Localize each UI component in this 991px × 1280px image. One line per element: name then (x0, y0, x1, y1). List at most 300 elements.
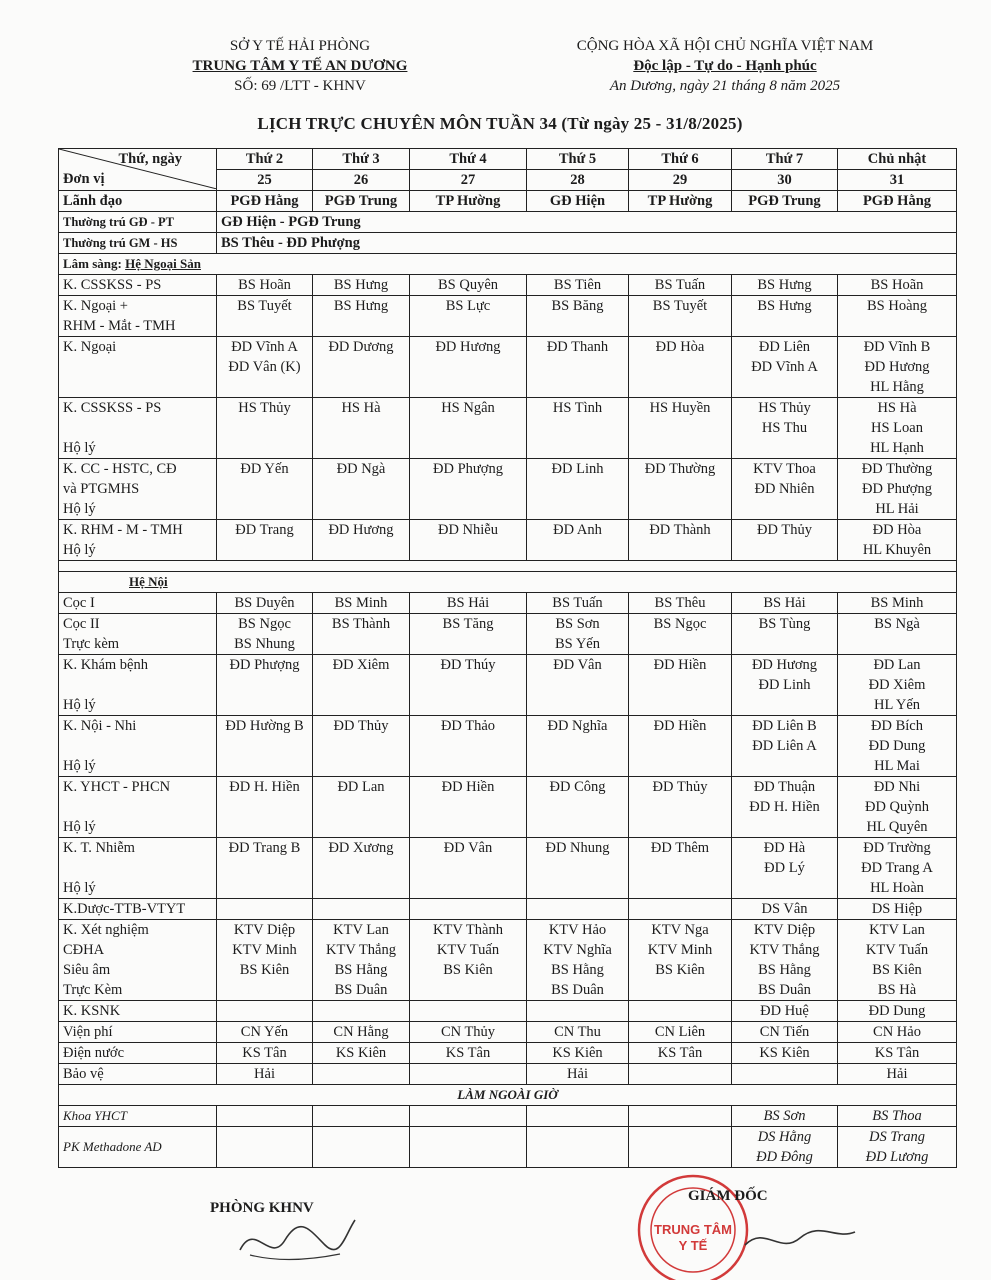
place-date: An Dương, ngày 21 tháng 8 năm 2025 (609, 78, 841, 94)
date-header (313, 170, 410, 191)
overtime-cell-line: ĐD Đông (756, 1149, 813, 1165)
overtime-cell (313, 1106, 410, 1127)
internal-row (59, 593, 957, 614)
duty-cell (629, 1043, 732, 1064)
duty-cell-line: KTV Lan (333, 922, 389, 938)
duty-cell-line: HS Loan (871, 420, 923, 436)
unit-label-line: K. Xét nghiệm (63, 922, 149, 938)
unit-label-line: K. CSSKSS - PS (63, 277, 162, 293)
duty-cell-line: BS Hưng (757, 277, 812, 293)
duty-cell-line (633, 1001, 727, 1021)
duty-cell (838, 614, 957, 655)
overtime-cell-line (531, 1106, 624, 1126)
surgery-row (59, 520, 957, 561)
duty-cell-line: KTV Tuấn (436, 942, 500, 958)
overtime-cell (527, 1106, 629, 1127)
leader-cell (629, 191, 732, 212)
unit-label-line: Viện phí (63, 1024, 113, 1040)
duty-cell (629, 614, 732, 655)
duty-cell (217, 716, 313, 777)
duty-cell (410, 614, 527, 655)
duty-cell-line: ĐD Xương (328, 840, 394, 856)
duty-cell-line: BS Tùng (758, 616, 811, 632)
duty-cell-line: ĐD Thường (644, 461, 716, 477)
duty-cell-line: ĐD Trường (863, 840, 931, 856)
duty-cell-line: DS Hiệp (871, 901, 923, 917)
overtime-cell-line: BS Thoa (872, 1108, 922, 1124)
resident-director-row-label-line: Thường trú GĐ - PT (63, 215, 174, 229)
duty-cell (838, 899, 957, 920)
duty-cell-line: CN Liên (654, 1024, 706, 1040)
duty-cell-line: ĐD Thuận (753, 779, 816, 795)
duty-cell (527, 1001, 629, 1022)
duty-cell-line: CN Thủy (440, 1024, 496, 1040)
duty-cell-line: BS Duân (334, 982, 388, 998)
section-name: Hệ Ngoại Sản (125, 256, 201, 271)
duty-cell-line: BS Hằng (551, 962, 604, 978)
date-header (410, 170, 527, 191)
internal-row (59, 777, 957, 838)
section-surgery-cell (59, 254, 957, 275)
unit-label (59, 296, 217, 337)
duty-cell (629, 1001, 732, 1022)
center-name: TRUNG TÂM Y TẾ AN DƯƠNG (192, 58, 408, 74)
overtime-cell (527, 1127, 629, 1168)
country-name: CỘNG HÒA XÃ HỘI CHỦ NGHĨA VIỆT NAM (576, 38, 874, 54)
duty-cell-line: ĐD Ngà (336, 461, 386, 477)
duty-cell (732, 1043, 838, 1064)
duty-cell-line: Hải (254, 1066, 275, 1082)
duty-cell (410, 459, 527, 520)
date-header-line: 30 (777, 172, 792, 188)
duty-cell (838, 275, 957, 296)
unit-label-line: Cọc II (63, 616, 100, 632)
duty-cell-line (736, 1064, 833, 1084)
leaders-label (59, 191, 217, 212)
unit-label-line: Siêu âm (63, 962, 111, 978)
internal-row (59, 1001, 957, 1022)
duty-cell-line: HS Thu (761, 420, 808, 436)
duty-cell (732, 337, 838, 398)
unit-label (59, 777, 217, 838)
duty-cell (838, 920, 957, 1001)
duty-cell-line (531, 899, 624, 919)
unit-label (59, 716, 217, 777)
overtime-cell-line: DS Trang (868, 1129, 925, 1145)
date-header (629, 170, 732, 191)
leader-cell-line: PGĐ Trung (748, 193, 821, 209)
duty-cell (313, 838, 410, 899)
duty-cell-line: ĐD Trang (235, 522, 294, 538)
duty-cell (629, 655, 732, 716)
duty-cell-line: HL Hằng (870, 379, 924, 395)
duty-cell-line (633, 899, 727, 919)
duty-cell-line: ĐD Huệ (760, 1003, 809, 1019)
duty-cell-line: BS Ngọc (238, 616, 291, 632)
duty-cell (527, 593, 629, 614)
surgery-row (59, 337, 957, 398)
duty-cell (732, 296, 838, 337)
duty-cell (313, 614, 410, 655)
duty-cell (313, 1043, 410, 1064)
resident-anesthesia-row (59, 233, 957, 254)
duty-cell (527, 777, 629, 838)
duty-cell-line: ĐD Vân (553, 657, 602, 673)
overtime-cell-line: DS Hằng (757, 1129, 812, 1145)
duty-cell-line: BS Hải (446, 595, 490, 611)
internal-row (59, 899, 957, 920)
day-header (410, 149, 527, 170)
duty-cell-line: ĐD Dung (868, 738, 926, 754)
day-header (838, 149, 957, 170)
duty-cell (527, 1022, 629, 1043)
unit-label (59, 655, 217, 716)
date-header (838, 170, 957, 191)
duty-cell-line: ĐD Anh (553, 522, 602, 538)
duty-cell-line: ĐD Xiêm (868, 677, 926, 693)
duty-cell (838, 520, 957, 561)
resident-director-row (59, 212, 957, 233)
duty-cell (217, 1022, 313, 1043)
svg-text:Y TẾ: Y TẾ (678, 1238, 708, 1253)
schedule-table (58, 148, 957, 1168)
duty-cell (629, 920, 732, 1001)
duty-cell (410, 593, 527, 614)
duty-cell-line: ĐD Vĩnh A (751, 359, 818, 375)
duty-cell-line: KTV Minh (647, 942, 713, 958)
internal-row (59, 716, 957, 777)
overtime-cell-line: BS Sơn (763, 1108, 806, 1124)
duty-cell (410, 655, 527, 716)
day-header-line: Thứ 4 (449, 151, 487, 167)
duty-cell-line: ĐD Công (549, 779, 606, 795)
day-header (313, 149, 410, 170)
duty-cell-line: ĐD H. Hiền (229, 779, 300, 795)
svg-text:TRUNG TÂM: TRUNG TÂM (654, 1222, 732, 1237)
overtime-cell (217, 1127, 313, 1168)
duty-cell (410, 296, 527, 337)
duty-cell (313, 296, 410, 337)
duty-cell (629, 296, 732, 337)
duty-cell (217, 838, 313, 899)
overtime-title-row (59, 1085, 957, 1106)
unit-label (59, 899, 217, 920)
duty-cell (838, 593, 957, 614)
duty-cell-line: HL Mai (874, 758, 920, 774)
duty-cell-line: CN Tiến (759, 1024, 810, 1040)
duty-cell (410, 838, 527, 899)
signature-right (740, 1220, 860, 1260)
day-header (732, 149, 838, 170)
overtime-cell-line (414, 1127, 522, 1147)
day-header (527, 149, 629, 170)
duty-cell (410, 337, 527, 398)
duty-cell-line: BS Tuấn (654, 277, 706, 293)
duty-cell (732, 920, 838, 1001)
duty-cell-line: HS Ngân (441, 400, 495, 416)
duty-cell-line: BS Duyên (234, 595, 295, 611)
duty-cell-line: BS Hưng (333, 298, 389, 314)
unit-label-line: và PTGMHS (63, 481, 140, 497)
duty-cell (629, 520, 732, 561)
duty-cell-line: ĐD Nghĩa (547, 718, 608, 734)
duty-cell (527, 1043, 629, 1064)
unit-label-line: Hộ lý (63, 542, 96, 558)
unit-label-line: K. Ngoại + (63, 298, 128, 314)
unit-label-line: Hộ lý (63, 697, 96, 713)
duty-cell-line (414, 1064, 522, 1084)
duty-cell (838, 1022, 957, 1043)
duty-cell (629, 1064, 732, 1085)
duty-cell (838, 655, 957, 716)
duty-cell-line: BS Nhung (234, 636, 295, 652)
duty-cell-line: KTV Diệp (753, 922, 816, 938)
duty-cell (838, 459, 957, 520)
overtime-cell-line: ĐD Lương (865, 1149, 929, 1165)
duty-cell (217, 593, 313, 614)
surgery-row (59, 398, 957, 459)
duty-cell-line: ĐD Thủy (757, 522, 812, 538)
duty-cell-line: BS Lực (445, 298, 491, 314)
internal-row (59, 838, 957, 899)
unit-label-line: Hộ lý (63, 880, 96, 896)
overtime-label-line: Khoa YHCT (63, 1108, 127, 1123)
unit-label-line: Trực kèm (63, 636, 120, 652)
duty-cell (410, 398, 527, 459)
leader-cell (313, 191, 410, 212)
unit-label-line: K. T. Nhiễm (63, 840, 135, 856)
duty-cell-line: BS Hưng (757, 298, 812, 314)
duty-cell-line: KTV Nga (651, 922, 709, 938)
duty-cell-line: ĐD Linh (551, 461, 604, 477)
overtime-title: LÀM NGOÀI GIỜ (59, 1085, 957, 1106)
day-header-line: Thứ 2 (245, 151, 284, 167)
unit-label-line (63, 675, 212, 695)
duty-cell-line: ĐD Hiền (441, 779, 495, 795)
unit-label-line: CĐHA (63, 942, 105, 958)
duty-cell-line: ĐD Dung (868, 1003, 926, 1019)
document-number: SỐ: 69 /LTT - KHNV (234, 78, 366, 94)
duty-cell-line: BS Tuyết (237, 298, 292, 314)
duty-cell-line: ĐD Hường B (225, 718, 304, 734)
duty-cell-line: CN Yến (240, 1024, 289, 1040)
unit-label-line (63, 858, 212, 878)
date-header (732, 170, 838, 191)
internal-row (59, 920, 957, 1001)
duty-cell (527, 838, 629, 899)
duty-cell-line: ĐD Phượng (433, 461, 503, 477)
footer-department: PHÒNG KHNV (210, 1200, 314, 1216)
document-title: LỊCH TRỰC CHUYÊN MÔN TUẦN 34 (Từ ngày 25 - 31/8/2025) (257, 114, 743, 133)
duty-cell (527, 398, 629, 459)
duty-cell (732, 459, 838, 520)
duty-cell (313, 1022, 410, 1043)
overtime-cell (410, 1106, 527, 1127)
unit-label (59, 1043, 217, 1064)
duty-cell-line: BS Hoàng (866, 298, 928, 314)
duty-cell (217, 655, 313, 716)
duty-cell-line (531, 1001, 624, 1021)
duty-cell-line: KS Tân (242, 1045, 287, 1061)
resident-anesthesia-row-label-line: Thường trú GM - HS (63, 236, 178, 250)
duty-cell-line: BS Hoãn (238, 277, 291, 293)
resident-director-row-value (217, 212, 957, 233)
duty-cell-line: HS Hà (341, 400, 381, 416)
corner-top-label: Thứ, ngày (118, 151, 182, 167)
duty-cell-line: ĐD Nhiễu (437, 522, 498, 538)
duty-cell-line: ĐD Hương (328, 522, 394, 538)
surgery-row (59, 459, 957, 520)
duty-cell-line: ĐD Dương (328, 339, 394, 355)
overtime-cell (629, 1127, 732, 1168)
duty-cell (838, 398, 957, 459)
duty-cell-line: CN Hảo (873, 1024, 921, 1040)
day-header-line: Thứ 5 (558, 151, 597, 167)
overtime-label (59, 1106, 217, 1127)
internal-row (59, 614, 957, 655)
duty-cell-line: ĐD Hương (751, 657, 818, 673)
unit-label-line: K. Ngoại (63, 339, 117, 355)
duty-cell (410, 777, 527, 838)
duty-cell-line: ĐD Thúy (440, 657, 496, 673)
duty-cell (732, 1064, 838, 1085)
department-name: SỞ Y TẾ HẢI PHÒNG (229, 38, 371, 54)
duty-cell-line: BS Kiên (655, 962, 705, 978)
unit-label (59, 838, 217, 899)
internal-row (59, 1064, 957, 1085)
duty-cell-line: BS Quyên (437, 277, 499, 293)
duty-cell (527, 459, 629, 520)
date-header-line: 27 (460, 172, 476, 188)
unit-label-line: K. KSNK (63, 1003, 121, 1019)
duty-cell-line: ĐD Liên B (752, 718, 817, 734)
duty-cell (732, 275, 838, 296)
duty-cell-line: ĐD Hiền (653, 657, 707, 673)
duty-cell (217, 337, 313, 398)
duty-cell (732, 593, 838, 614)
duty-cell-line: ĐD Thủy (652, 779, 708, 795)
duty-cell-line: ĐD Nhung (545, 840, 610, 856)
date-header (217, 170, 313, 191)
section-prefix: Lâm sàng: (63, 256, 126, 271)
duty-cell-line: ĐD Hòa (872, 522, 922, 538)
duty-cell-line: BS Thêu (654, 595, 706, 611)
day-header-line: Chủ nhật (867, 151, 927, 167)
duty-cell (629, 716, 732, 777)
leaders-label-line: Lãnh đạo (63, 193, 123, 209)
duty-cell (838, 716, 957, 777)
duty-cell-line: ĐD Hòa (655, 339, 705, 355)
duty-cell-line: BS Hằng (758, 962, 811, 978)
duty-cell-line: ĐD Thảo (440, 718, 496, 734)
duty-cell (838, 777, 957, 838)
overtime-cell-line (531, 1127, 624, 1147)
unit-label (59, 1064, 217, 1085)
unit-label-line: K. CC - HSTC, CĐ (63, 461, 177, 477)
unit-label-line (63, 736, 212, 756)
duty-cell-line: HL Quyên (866, 819, 928, 835)
date-header-line: 31 (889, 172, 905, 188)
unit-label (59, 275, 217, 296)
duty-cell-line: ĐD Lan (337, 779, 385, 795)
duty-cell (838, 1043, 957, 1064)
duty-cell (217, 920, 313, 1001)
duty-cell-line (317, 1064, 405, 1084)
leader-cell (217, 191, 313, 212)
duty-cell (217, 275, 313, 296)
duty-cell (527, 716, 629, 777)
duty-cell (410, 1064, 527, 1085)
duty-cell (629, 459, 732, 520)
overtime-cell (732, 1127, 838, 1168)
overtime-row (59, 1106, 957, 1127)
duty-cell (629, 899, 732, 920)
overtime-cell-line (221, 1127, 308, 1147)
unit-label-line: Hộ lý (63, 819, 96, 835)
header-left (150, 36, 450, 96)
duty-cell-line: KTV Diệp (233, 922, 296, 938)
overtime-cell (732, 1106, 838, 1127)
duty-cell (629, 275, 732, 296)
duty-cell-line: ĐD Phượng (229, 657, 300, 673)
duty-cell-line: ĐD Hương (864, 359, 930, 375)
duty-cell (732, 899, 838, 920)
duty-cell (732, 398, 838, 459)
duty-cell-line: HS Huyền (649, 400, 711, 416)
duty-cell-line: ĐD Liên A (752, 738, 817, 754)
duty-cell-line: BS Minh (870, 595, 924, 611)
resident-director-row-label (59, 212, 217, 233)
duty-cell (527, 337, 629, 398)
spacer-row (59, 561, 957, 572)
duty-cell (410, 1022, 527, 1043)
overtime-cell-line (633, 1106, 727, 1126)
duty-cell (313, 1064, 410, 1085)
duty-cell (313, 459, 410, 520)
duty-cell (838, 296, 957, 337)
leader-cell-line: PGĐ Hằng (230, 193, 299, 209)
leader-cell-line: TP Hường (435, 193, 501, 209)
duty-cell-line (414, 1001, 522, 1021)
duty-cell (217, 777, 313, 838)
day-header-line: Thứ 6 (661, 151, 699, 167)
duty-cell-line: BS Hà (877, 982, 917, 998)
unit-label-line: Hộ lý (63, 758, 96, 774)
duty-cell-line (317, 1001, 405, 1021)
duty-cell-line: KS Kiên (759, 1045, 810, 1061)
duty-cell-line: Hải (886, 1066, 908, 1082)
header-days-row (59, 149, 957, 170)
corner-cell (59, 149, 217, 191)
duty-cell (732, 777, 838, 838)
unit-label-line: Trực Kèm (63, 982, 123, 998)
duty-cell-line: ĐD Trang B (228, 840, 301, 856)
duty-cell-line: ĐD Thanh (546, 339, 609, 355)
duty-cell-line: ĐD Hà (763, 840, 806, 856)
duty-cell (217, 899, 313, 920)
duty-cell (410, 899, 527, 920)
section-internal (59, 572, 957, 593)
date-header-line: 26 (353, 172, 369, 188)
duty-cell (313, 716, 410, 777)
duty-cell (313, 777, 410, 838)
leader-cell-line: TP Hường (647, 193, 713, 209)
duty-cell (732, 716, 838, 777)
duty-cell-line: HS Thủy (238, 400, 291, 416)
unit-label-line: K. Nội - Nhi (63, 718, 137, 734)
duty-cell-line: KTV Lan (869, 922, 925, 938)
day-header-line: Thứ 3 (342, 151, 380, 167)
